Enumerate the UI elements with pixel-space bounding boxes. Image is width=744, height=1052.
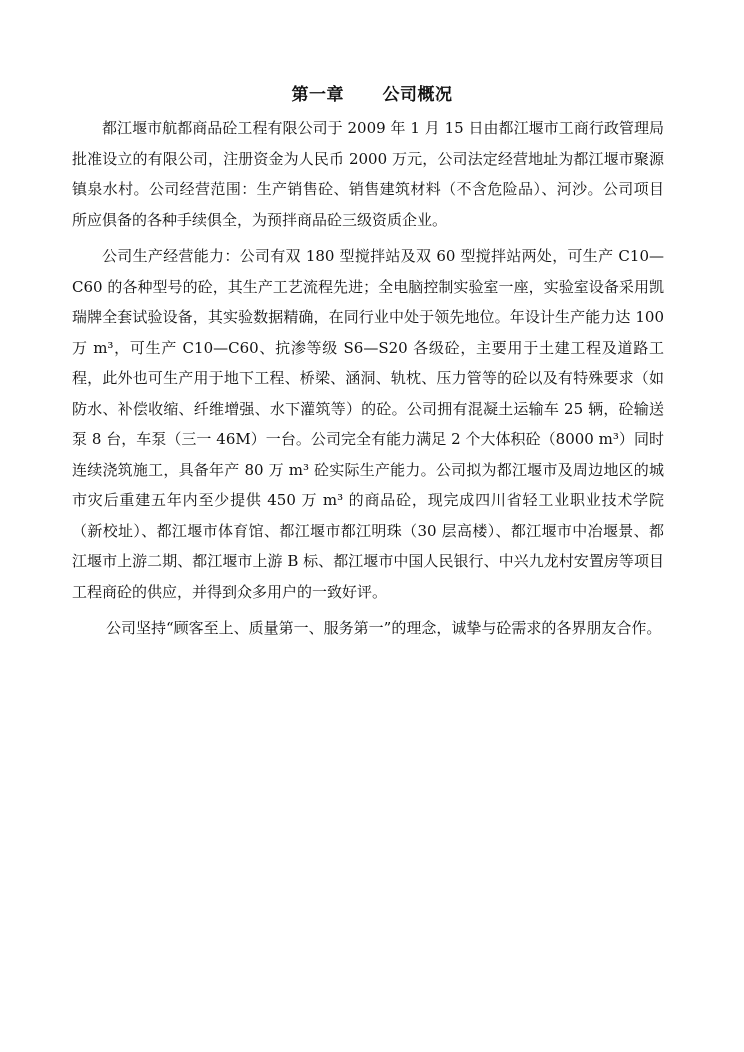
body-text — [72, 113, 664, 650]
paragraph-production-capacity: 公司生产经营能力：公司有双 180 型搅拌站及双 60 型搅拌站两处，可生产 C10—C60 的各种型号的砼，其生产工艺流程先进；全电脑控制实验室一座，实验室设备采用凯瑞牌全套试验设备，其实验数据精确，在同行业中处于领先地位。年设计生产能力达 100 万 m³，可生产 C10—C60、抗渗等级 S6—S20 各级砼，主要用于土建工程及道路工程，此外也可生产用于地下工程、桥梁、涵洞、轨枕、压力管等的砼以及有特殊要求（如防水、补偿收缩、纤维增强、水下灌筑等）的砼。公司拥有混凝土运输车 25 辆，砼输送泵 8 台，车泵（三一 46M）一台。公司完全有能力满足 2 个大体积砼（8000 m³）同时连续浇筑施工，具备年产 80 万 m³ 砼实际生产能力。公司拟为都江堰市及周边地区的城市灾后重建五年内至少提供 450 万 m³ 的商品砼，现完成四川省轻工业职业技术学院（新校址）、都江堰市体育馆、都江堰市都江明珠（30 层高楼）、都江堰市中冶堰景、都江堰市上游二期、都江堰市上游 B 标、都江堰市中国人民银行、中兴九龙村安置房等项目工程商砼的供应，并得到众多用户的一致好评。 — [72, 247, 664, 601]
chapter-title: 第一章 公司概况 — [291, 85, 453, 105]
paragraph-philosophy: 公司坚持“顾客至上、质量第一、服务第一”的理念，诚挚与砼需求的各界朋友合作。 — [106, 619, 662, 637]
paragraph-company-intro: 都江堰市航都商品砼工程有限公司于 2009 年 1 月 15 日由都江堰市工商行政管理局批准设立的有限公司，注册资金为人民币 2000 万元，公司法定经营地址为都江堰市聚源镇泉水村。公司经营范围：生产销售砼、销售建筑材料（不含危险品）、河沙。公司项目所应俱备的各种手续俱全，为预拌商品砼三级资质企业。 — [72, 119, 664, 229]
